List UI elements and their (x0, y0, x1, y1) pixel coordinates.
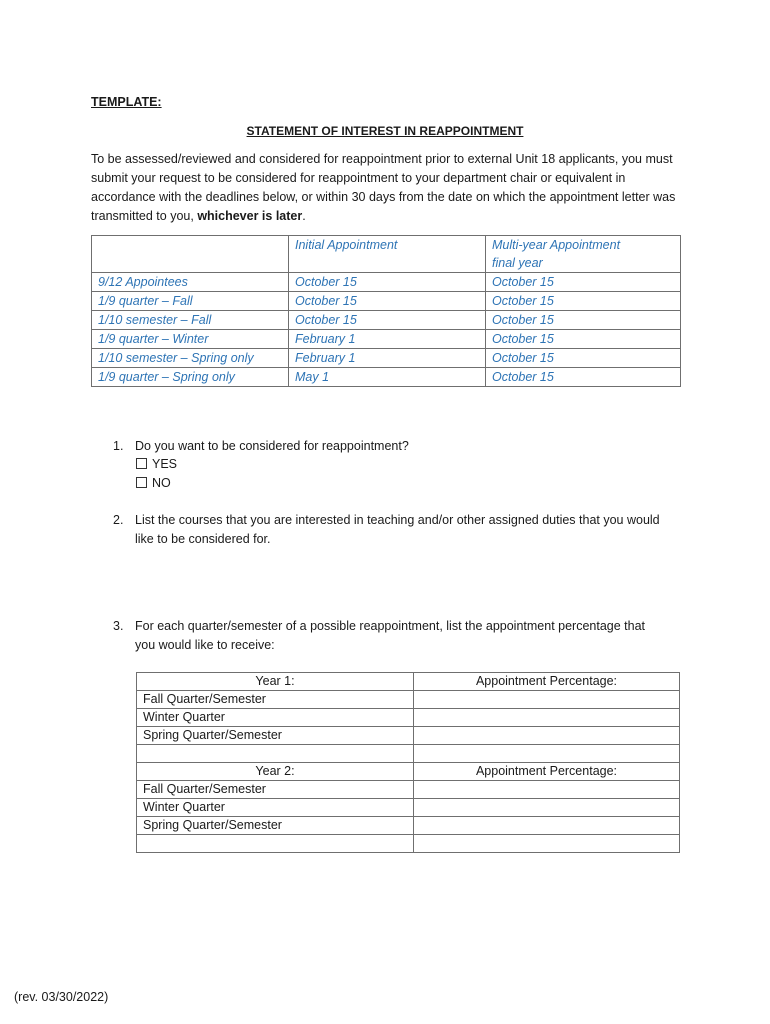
multi-deadline: October 15 (486, 368, 681, 387)
pct-input-cell[interactable] (414, 817, 680, 835)
initial-deadline: February 1 (289, 330, 486, 349)
deadlines-header-multi (486, 236, 681, 273)
deadlines-header-empty (92, 236, 289, 273)
appointment-percentage-table (136, 672, 680, 853)
appointee-type: 1/9 quarter – Spring only (92, 368, 289, 387)
question-3-number: 3. (113, 619, 124, 633)
no-label: NO (152, 476, 171, 490)
year-2-label: Year 2: (137, 763, 414, 781)
empty-cell[interactable] (137, 835, 414, 853)
initial-deadline: February 1 (289, 349, 486, 368)
multi-deadline: October 15 (486, 330, 681, 349)
empty-cell[interactable] (414, 835, 680, 853)
multi-deadline: October 15 (486, 273, 681, 292)
table-row (137, 835, 680, 853)
deadlines-header-initial: Initial Appointment (289, 236, 486, 273)
appointee-type: 9/12 Appointees (92, 273, 289, 292)
question-2 (113, 511, 660, 549)
pct-input-cell[interactable] (414, 691, 680, 709)
term-label: Winter Quarter (137, 709, 414, 727)
question-3 (113, 617, 645, 655)
intro-text: To be assessed/reviewed and considered for reappointment prior to external Unit 18 applicants, you must submit your request to be considered for reappointment to your department chair or equivalent in accordance with the deadlines below, or within 30 days from the date on which the appointment letter was transmitted to you, (91, 152, 676, 223)
appointee-type: 1/9 quarter – Fall (92, 292, 289, 311)
table-row (137, 691, 680, 709)
yes-checkbox[interactable] (136, 458, 147, 469)
multi-deadline: October 15 (486, 349, 681, 368)
deadlines-header-row (92, 236, 681, 273)
table-row (92, 368, 681, 387)
template-label: TEMPLATE: (91, 95, 162, 109)
multi-header-line1: Multi-year Appointment (492, 238, 621, 252)
yes-option[interactable] (136, 457, 177, 471)
yes-label: YES (152, 457, 178, 471)
table-row (92, 311, 681, 330)
term-label: Spring Quarter/Semester (137, 817, 414, 835)
page-title: STATEMENT OF INTEREST IN REAPPOINTMENT (246, 124, 524, 138)
term-label: Fall Quarter/Semester (137, 691, 414, 709)
question-1-text: Do you want to be considered for reappointment? (135, 439, 409, 453)
appointee-type: 1/9 quarter – Winter (92, 330, 289, 349)
deadlines-table (91, 235, 681, 387)
no-checkbox[interactable] (136, 477, 147, 488)
year-1-pct-header: Appointment Percentage: (414, 673, 680, 691)
year-2-pct-header: Appointment Percentage: (414, 763, 680, 781)
pct-input-cell[interactable] (414, 799, 680, 817)
table-row (92, 330, 681, 349)
table-row (92, 349, 681, 368)
table-row (137, 781, 680, 799)
question-2-line2: like to be considered for. (135, 532, 271, 546)
table-row (137, 709, 680, 727)
empty-cell[interactable] (137, 745, 414, 763)
intro-paragraph (91, 150, 691, 226)
table-row (137, 745, 680, 763)
year-1-label: Year 1: (137, 673, 414, 691)
table-row (137, 817, 680, 835)
question-2-number: 2. (113, 513, 124, 527)
multi-deadline: October 15 (486, 311, 681, 330)
pct-input-cell[interactable] (414, 709, 680, 727)
pct-input-cell[interactable] (414, 727, 680, 745)
term-label: Winter Quarter (137, 799, 414, 817)
initial-deadline: May 1 (289, 368, 486, 387)
initial-deadline: October 15 (289, 311, 486, 330)
question-1-number: 1. (113, 439, 124, 453)
intro-emphasis: whichever is later (197, 209, 303, 223)
table-row (92, 292, 681, 311)
appointee-type: 1/10 semester – Fall (92, 311, 289, 330)
table-row (137, 799, 680, 817)
year-2-header-row (137, 763, 680, 781)
appointee-type: 1/10 semester – Spring only (92, 349, 289, 368)
term-label: Fall Quarter/Semester (137, 781, 414, 799)
multi-deadline: October 15 (486, 292, 681, 311)
revision-date: (rev. 03/30/2022) (14, 990, 109, 1004)
table-row (137, 727, 680, 745)
term-label: Spring Quarter/Semester (137, 727, 414, 745)
intro-end: . (302, 209, 306, 223)
initial-deadline: October 15 (289, 292, 486, 311)
table-row (92, 273, 681, 292)
question-1 (113, 437, 409, 456)
multi-header-line2: final year (492, 256, 543, 270)
question-2-line1: List the courses that you are interested in teaching and/or other assigned duties that you would (135, 513, 660, 527)
initial-deadline: October 15 (289, 273, 486, 292)
question-3-line2: you would like to receive: (135, 638, 275, 652)
question-3-line1: For each quarter/semester of a possible reappointment, list the appointment percentage that (135, 619, 646, 633)
pct-input-cell[interactable] (414, 781, 680, 799)
no-option[interactable] (136, 476, 171, 490)
year-1-header-row (137, 673, 680, 691)
empty-cell[interactable] (414, 745, 680, 763)
